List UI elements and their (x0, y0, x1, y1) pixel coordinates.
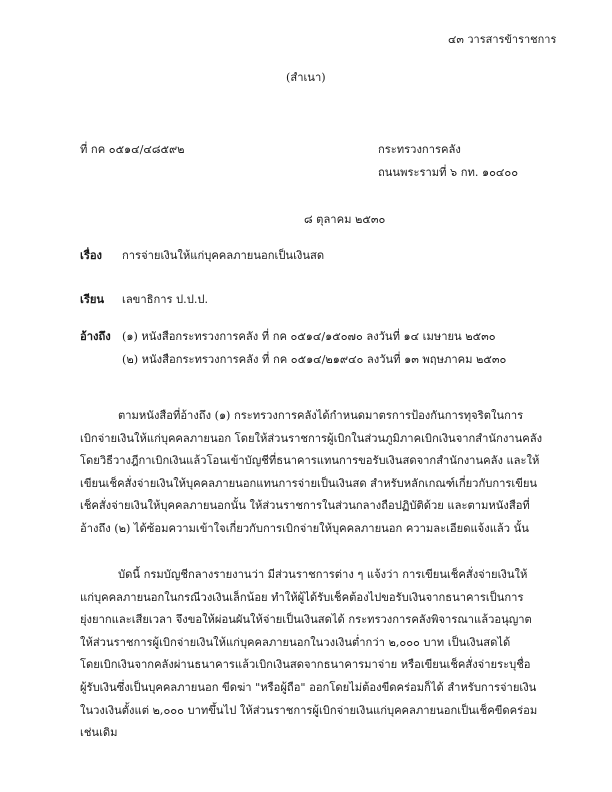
paragraph-line: ตามหนังสือที่อ้างถึง (๑) กระทรวงการคลังได้กำหนดมาตรการป้องกันการทุจริตในการ (118, 409, 524, 422)
paragraph-line: บัดนี้ กรมบัญชีกลางรายงานว่า มีส่วนราชการต่าง ๆ แจ้งว่า การเขียนเช็คสั่งจ่ายเงินให้ (118, 568, 528, 581)
sender-organization: กระทรวงการคลัง (378, 143, 461, 156)
paragraph-line: ให้ส่วนราชการผู้เบิกจ่ายเงินให้แก่บุคคลภายนอกในวงเงินต่ำกว่า ๒,๐๐๐ บาท เป็นเงินสดได้ (80, 635, 511, 649)
paragraph-line: ในวงเงินตั้งแต่ ๒,๐๐๐ บาทขึ้นไป ให้ส่วนราชการผู้เบิกจ่ายเงินแก่บุคคลภายนอกเป็นเช็คขีดคร่อม (80, 703, 538, 717)
paragraph-line: เบิกจ่ายเงินให้แก่บุคคลภายนอก โดยให้ส่วนราชการผู้เบิกในส่วนภูมิภาคเบิกเงินจากสำนักงานคลัง (80, 431, 543, 445)
letter-date: ๘ ตุลาคม ๒๕๓๐ (304, 213, 386, 226)
paragraph-line: เขียนเช็คสั่งจ่ายเงินให้บุคคลภายนอกแทนการจ่ายเป็นเงินสด สำหรับหลักเกณฑ์เกี่ยวกับการเขียน (80, 476, 538, 490)
paragraph-line: อ้างถึง (๒) ได้ซ้อมความเข้าใจเกี่ยวกับการเบิกจ่ายให้บุคคลภายนอก ความละเอียดแจ้งแล้ว นั้น (80, 521, 529, 535)
body-paragraph-1 (80, 405, 556, 541)
paragraph-line: เช่นเดิม (80, 726, 118, 740)
paragraph-line: ยุ่งยากและเสียเวลา จึงขอให้ผ่อนผันให้จ่ายเป็นเงินสดได้ กระทรวงการคลังพิจารณาแล้วอนุญาต (80, 613, 532, 627)
paragraph-line: แก่บุคคลภายนอกในกรณีวงเงินเล็กน้อย ทำให้ผู้ได้รับเช็คต้องไปขอรับเงินจากธนาคารเป็นการ (80, 590, 524, 604)
paragraph-line: เช็คสั่งจ่ายเงินให้บุคคลภายนอกนั้น ให้ส่วนราชการในส่วนกลางถือปฏิบัติด้วย และตามหนังสือที่ (80, 499, 530, 513)
reference-number: ที่ กค ๐๕๑๔/๔๘๕๙๒ (80, 143, 185, 156)
salutation-text: เลขาธิการ ป.ป.ป. (122, 293, 209, 306)
subject-text: การจ่ายเงินให้แก่บุคคลภายนอกเป็นเงินสด (122, 249, 325, 262)
sender-address: ถนนพระรามที่ ๖ กท. ๑๐๔๐๐ (378, 166, 519, 179)
reference-label: อ้างถึง (80, 329, 111, 343)
page-label: ๔๓ วารสารข้าราชการ (448, 33, 557, 46)
subject-label: เรื่อง (80, 248, 103, 262)
paragraph-line: โดยวิธีวางฎีกาเบิกเงินแล้วโอนเข้าบัญชีที่ธนาคารแทนการขอรับเงินสดจากสำนักงานคลัง และให้ (80, 454, 540, 468)
paragraph-line: โดยเบิกเงินจากคลังผ่านธนาคารแล้วเบิกเงินสดจากธนาคารมาจ่าย หรือเขียนเช็คสั่งจ่ายระบุชื่อ (80, 658, 531, 672)
reference-item: (๒) หนังสือกระทรวงการคลัง ที่ กค ๐๕๑๔/๒๑๙๔๐ ลงวันที่ ๑๓ พฤษภาคม ๒๕๓๐ (122, 353, 507, 366)
reference-item: (๑) หนังสือกระทรวงการคลัง ที่ กค ๐๕๑๔/๑๕๐๗๐ ลงวันที่ ๑๔ เมษายน ๒๕๓๐ (122, 330, 496, 343)
paragraph-line: ผู้รับเงินซึ่งเป็นบุคคลภายนอก ขีดฆ่า "หรือผู้ถือ" ออกโดยไม่ต้องขีดคร่อมก็ได้ สำหรับการจ่ายเงิน (80, 680, 537, 694)
salutation-label: เรียน (80, 292, 105, 306)
copy-mark: (สำเนา) (286, 71, 326, 84)
body-paragraph-2 (80, 564, 556, 745)
